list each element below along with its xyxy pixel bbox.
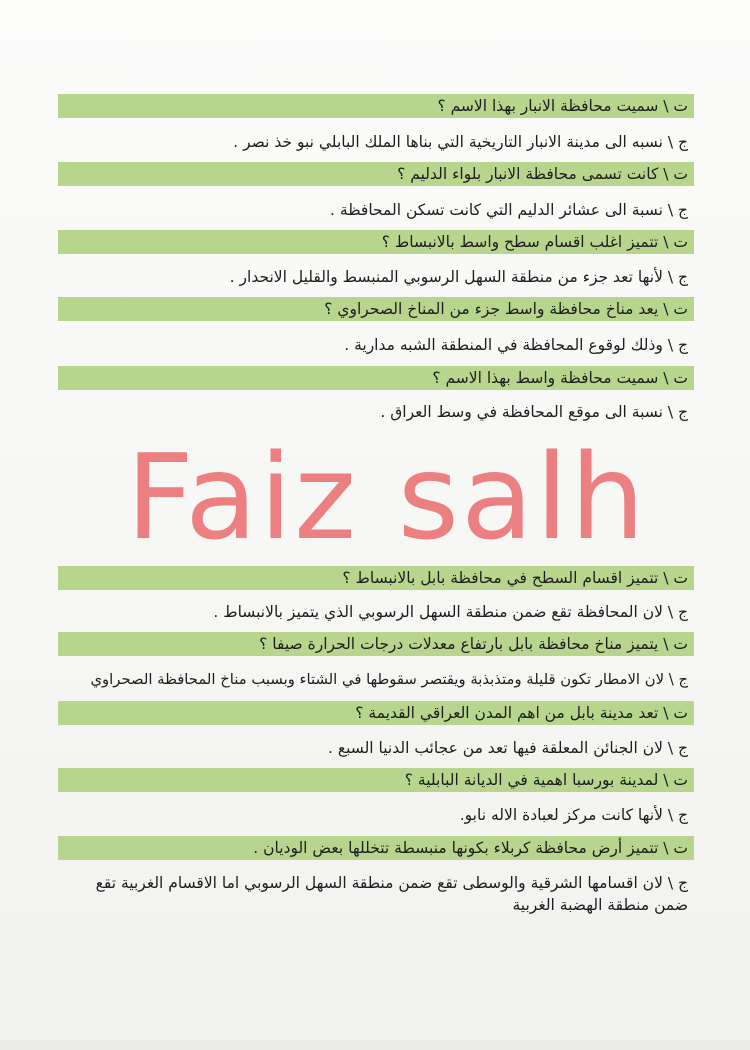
page-bottom-edge [0, 1040, 750, 1050]
answer-row: ج \ نسبة الى عشائر الدليم التي كانت تسكن المحافظة . [330, 201, 688, 219]
question-row: ت \ يعد مناخ محافظة واسط جزء من المناخ الصحراوي ؟ [58, 297, 694, 321]
question-row: ت \ تعد مدينة بابل من اهم المدن العراقي القديمة ؟ [58, 701, 694, 725]
answer-row: ج \ لان المحافظة تقع ضمن منطقة السهل الرسوبي الذي يتميز بالانبساط . [213, 603, 688, 621]
answer-row: ج \ لان الامطار تكون قليلة ومتذبذبة ويقتصر سقوطها في الشتاء وبسبب مناخ المحافظة الصحراوي [90, 671, 688, 688]
answer-row: ج \ وذلك لوقوع المحافظة في المنطقة الشبه مدارية . [344, 336, 688, 354]
answer-row: ج \ لان اقسامها الشرقية والوسطى تقع ضمن منطقة السهل الرسوبي اما الاقسام الغربية تقع ضمن منطقة الهضبة الغربية [95, 874, 688, 914]
question-row: ت \ تتميز اقسام السطح في محافظة بابل بالانبساط ؟ [58, 566, 694, 590]
answer-row: ج \ نسبه الى مدينة الانبار التاريخية التي بناها الملك البابلي نبو خذ نصر . [233, 133, 688, 151]
question-row: ت \ كانت تسمى محافظة الانبار بلواء الدليم ؟ [58, 162, 694, 186]
answer-row: ج \ لأنها كانت مركز لعبادة الاله نابو. [459, 806, 688, 824]
question-row: ت \ تتميز أرض محافظة كربلاء بكونها منبسطة تتخللها بعض الوديان . [58, 836, 694, 860]
question-row: ت \ لمدينة بورسبا اهمية في الديانة البابلية ؟ [58, 768, 694, 792]
answer-row: ج \ لان الجنائن المعلقة فيها تعد من عجائب الدنيا السبع . [327, 739, 688, 757]
question-row: ت \ يتميز مناخ محافظة بابل بارتفاع معدلات درجات الحرارة صيفا ؟ [58, 632, 694, 656]
question-row: ت \ تتميز اغلب اقسام سطح واسط بالانبساط ؟ [58, 230, 694, 254]
answer-row: ج \ نسبة الى موقع المحافظة في وسط العراق . [380, 403, 688, 421]
watermark-text: Faiz salh [126, 428, 647, 566]
question-row: ت \ سميت محافظة الانبار بهذا الاسم ؟ [58, 94, 694, 118]
question-row: ت \ سميت محافظة واسط بهذا الاسم ؟ [58, 366, 694, 390]
answer-row: ج \ لأنها تعد جزء من منطقة السهل الرسوبي المنبسط والقليل الانحدار . [229, 268, 688, 286]
